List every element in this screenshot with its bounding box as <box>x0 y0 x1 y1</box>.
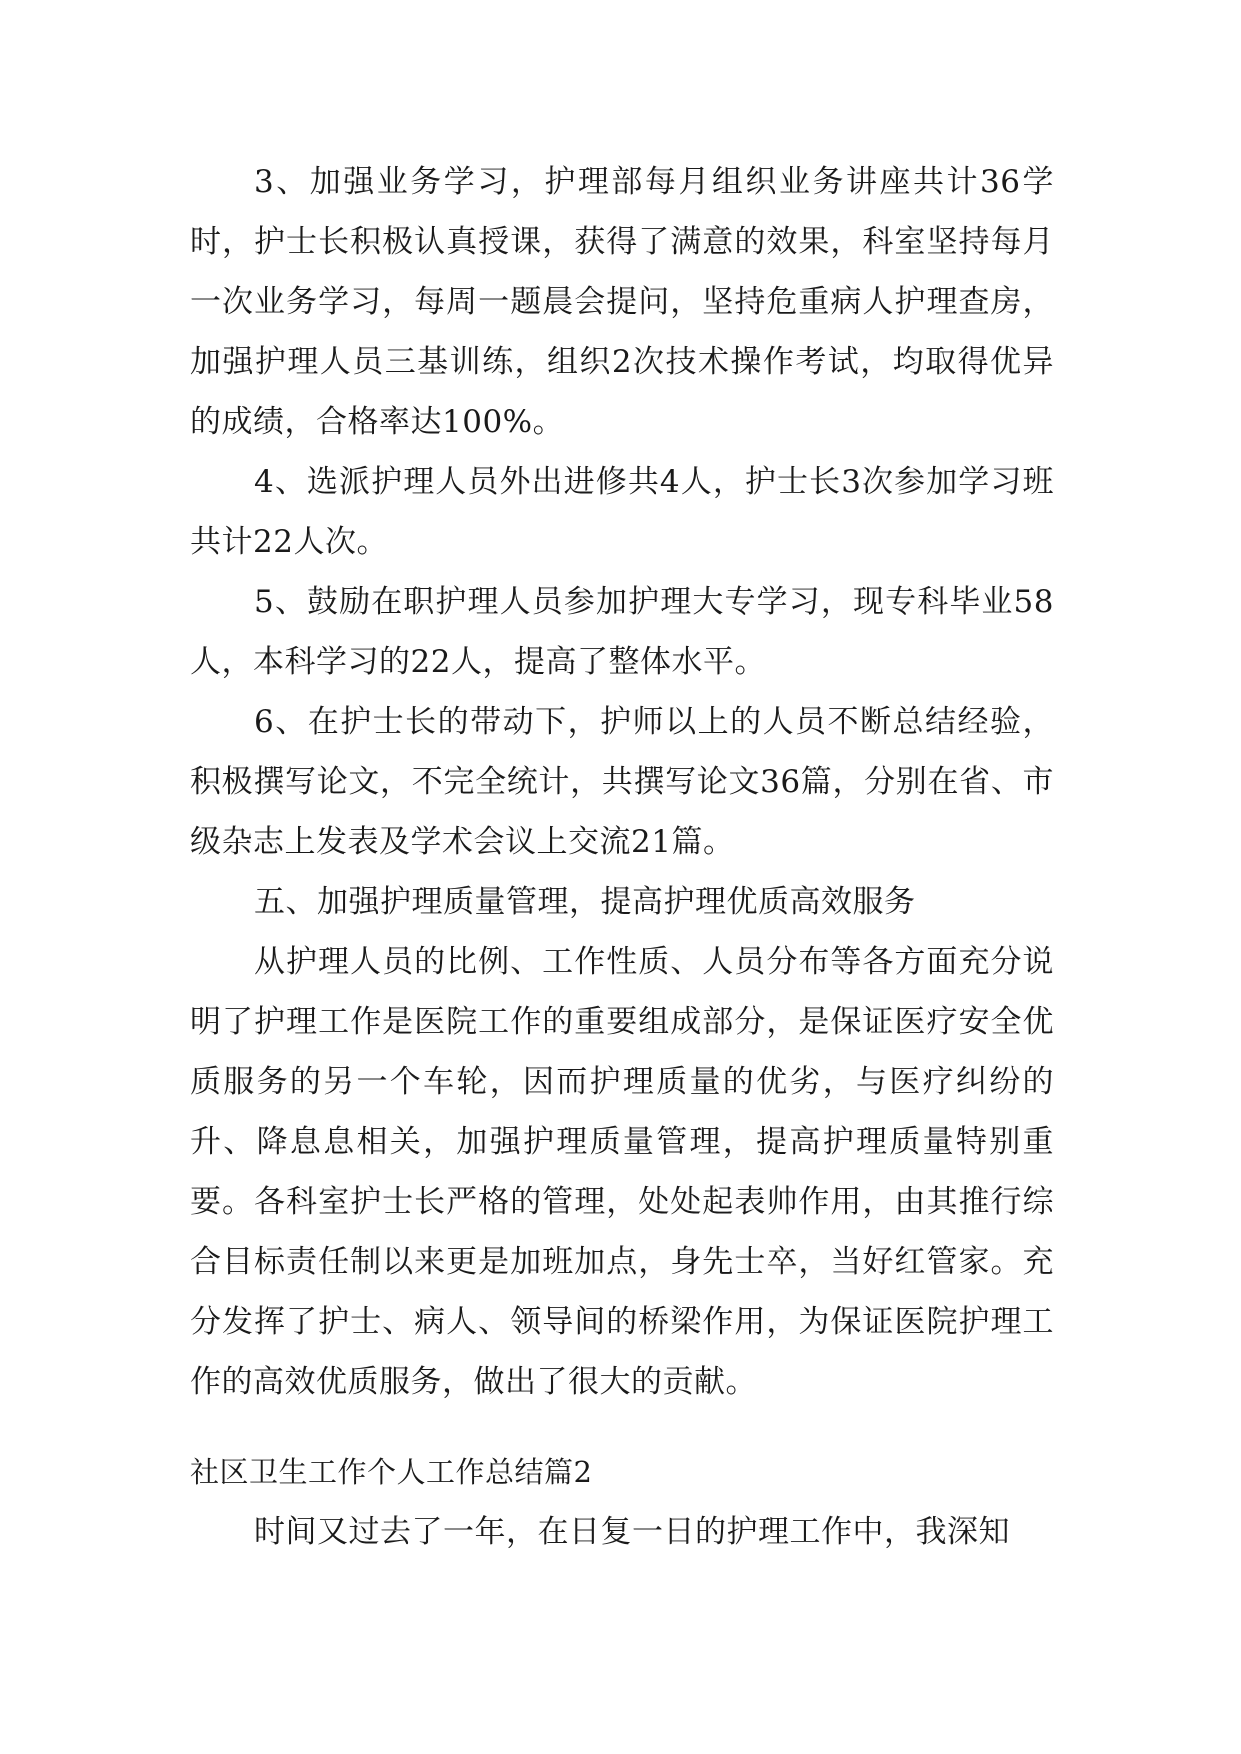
paragraph-item-3: 3、加强业务学习，护理部每月组织业务讲座共计36学时，护士长积极认真授课，获得了满意的效果，科室坚持每月一次业务学习，每周一题晨会提问，坚持危重病人护理查房，加强护理人员三基训练，组织2次技术操作考试，均取得优异的成绩，合格率达100%。 <box>190 164 1054 440</box>
section-title: 社区卫生工作个人工作总结篇2 <box>190 1455 593 1489</box>
closing-paragraph: 时间又过去了一年，在日复一日的护理工作中，我深知 <box>254 1514 1010 1550</box>
section-subheading: 五、加强护理质量管理，提高护理优质高效服务 <box>254 884 916 920</box>
paragraph-item-5: 5、鼓励在职护理人员参加护理大专学习，现专科毕业58人，本科学习的22人，提高了整体水平。 <box>190 584 1054 680</box>
paragraph-item-4: 4、选派护理人员外出进修共4人，护士长3次参加学习班共计22人次。 <box>190 464 1054 560</box>
body-paragraph: 从护理人员的比例、工作性质、人员分布等各方面充分说明了护理工作是医院工作的重要组成部分，是保证医疗安全优质服务的另一个车轮，因而护理质量的优劣，与医疗纠纷的升、降息息相关，加强护理质量管理，提高护理质量特别重要。各科室护士长严格的管理，处处起表帅作用，由其推行综合目标责任制以来更是加班加点，身先士卒，当好红管家。充分发挥了护士、病人、领导间的桥梁作用，为保证医院护理工作的高效优质服务，做出了很大的贡献。 <box>190 944 1054 1400</box>
paragraph-item-6: 6、在护士长的带动下，护师以上的人员不断总结经验，积极撰写论文，不完全统计，共撰写论文36篇，分别在省、市级杂志上发表及学术会议上交流21篇。 <box>190 704 1054 860</box>
document-page <box>190 152 1054 1562</box>
